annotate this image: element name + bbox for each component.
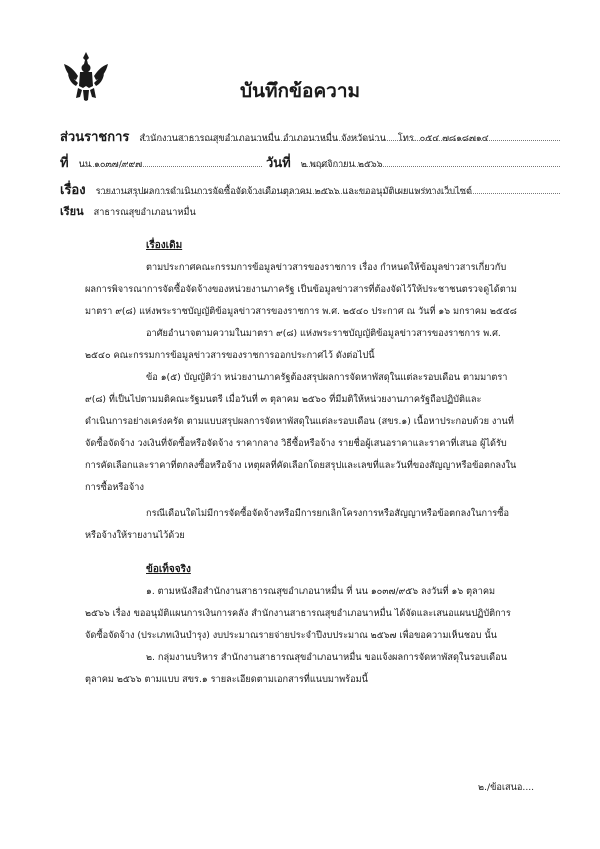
agency-dotline bbox=[144, 140, 560, 141]
date-label: วันที่ bbox=[266, 156, 291, 171]
phone-value: โทร. ๐๕๔ ๗๘๑๘๗๑๔ bbox=[397, 133, 489, 144]
to-value: สาธารณสุขอำเภอนาหมื่น bbox=[93, 207, 196, 218]
ref-value: นน ๑๐๓๗/๙๙๗ bbox=[78, 159, 143, 170]
date-value: ๒ พฤศจิกายน ๒๕๖๖ bbox=[300, 159, 383, 170]
memo-title: บันทึกข้อความ bbox=[239, 80, 361, 102]
agency-label: ส่วนราชการ bbox=[60, 130, 130, 145]
background-line: กรณีเดือนใดไม่มีการจัดซื้อจัดจ้างหรือมีการยกเลิกโครงการหรือสัญญาหรือข้อตกลงในการซื้อ bbox=[146, 508, 509, 519]
background-line: ดำเนินการอย่างเคร่งครัด ตามแบบสรุปผลการจัดหาพัสดุในแต่ละรอบเดือน (สขร.๑) เนื้อหาประกอบด้วย งานที่ bbox=[85, 416, 514, 427]
background-line: ข้อ ๑(๕) บัญญัติว่า หน่วยงานภาครัฐต้องสรุปผลการจัดหาพัสดุในแต่ละรอบเดือน ตามมาตรา bbox=[146, 372, 508, 383]
ref-row bbox=[60, 152, 560, 173]
facts-line: ๒. กลุ่มงานบริหาร สำนักงานสาธารณสุขอำเภอนาหมื่น ขอแจ้งผลการจัดหาพัสดุในรอบเดือน bbox=[146, 652, 507, 663]
background-line: การซื้อหรือจ้าง bbox=[85, 482, 144, 493]
subject-value: รายงานสรุปผลการดำเนินการจัดซื้อจัดจ้างเดือนตุลาคม ๒๕๖๖ และขออนุมัติเผยแพร่ทางเว็บไซต์ bbox=[95, 186, 472, 197]
continuation-note: ๒./ข้อเสนอ.... bbox=[478, 782, 535, 793]
facts-line: ๒๕๖๖ เรื่อง ขออนุมัติแผนการเงินการคลัง สำนักงานสาธารณสุขอำเภอนาหมื่น ได้จัดและเสนอแผนปฏิบัติการ bbox=[85, 608, 511, 619]
subject-row bbox=[60, 179, 560, 200]
agency-value: สำนักงานสาธารณสุขอำเภอนาหมื่น อำเภอนาหมื่น จังหวัดน่าน bbox=[139, 133, 386, 144]
background-line: ผลการพิจารณาการจัดซื้อจัดจ้างของหน่วยงานภาครัฐ เป็นข้อมูลข่าวสารที่ต้องจัดไว้ให้ประชาชนตรวจดูได้ตาม bbox=[85, 284, 517, 295]
background-line: หรือจ้างให้รายงานไว้ด้วย bbox=[85, 530, 185, 541]
background-line: จัดซื้อจัดจ้าง วงเงินที่จัดซื้อหรือจัดจ้าง ราคากลาง วิธีซื้อหรือจ้าง รายชื่อผู้เสนอราคาและราคาที่เสนอ ผู้ได้รับ bbox=[85, 438, 507, 449]
date-group bbox=[266, 152, 383, 173]
facts-line: ๑. ตามหนังสือสำนักงานสาธารณสุขอำเภอนาหมื่น ที่ นน ๑๐๓๗/๙๕๖ ลงวันที่ ๑๖ ตุลาคม bbox=[146, 586, 496, 597]
background-line: อาศัยอำนาจตามความในมาตรา ๙(๘) แห่งพระราชบัญญัติข้อมูลข่าวสารของราชการ พ.ศ. bbox=[146, 328, 501, 339]
background-line: ๒๕๔๐ คณะกรรมการข้อมูลข่าวสารของราชการออกประกาศไว้ ดังต่อไปนี้ bbox=[85, 350, 375, 361]
subject-dotline bbox=[98, 193, 560, 194]
background-line: ตามประกาศคณะกรรมการข้อมูลข่าวสารของราชการ เรื่อง กำหนดให้ข้อมูลข่าวสารเกี่ยวกับ bbox=[146, 262, 507, 273]
agency-row bbox=[60, 126, 560, 147]
background-line: การคัดเลือกและราคาที่ตกลงซื้อหรือจ้าง เหตุผลที่คัดเลือกโดยสรุปและเลขที่และวันที่ของสัญญาหรือข้อตกลงใน bbox=[85, 460, 517, 471]
subject-label: เรื่อง bbox=[60, 183, 86, 198]
facts-line: ตุลาคม ๒๕๖๖ ตามแบบ สขร.๑ รายละเอียดตามเอกสารที่แนบมาพร้อมนี้ bbox=[85, 674, 368, 685]
ref-dotline bbox=[82, 166, 262, 167]
to-label: เรียน bbox=[60, 205, 84, 218]
background-heading: เรื่องเดิม bbox=[146, 240, 183, 251]
background-line: มาตรา ๙(๘) แห่งพระราชบัญญัติข้อมูลข่าวสารของราชการ พ.ศ. ๒๕๔๐ ประกาศ ณ วันที่ ๑๖ มกราคม ๒๕๕๘ bbox=[85, 306, 517, 317]
facts-heading: ข้อเท็จจริง bbox=[146, 564, 191, 575]
background-line: ๙(๘) ที่เป็นไปตามมติคณะรัฐมนตรี เมื่อวันที่ ๓ ตุลาคม ๒๕๖๐ ที่มีมติให้หน่วยงานภาครัฐถือปฏิบัติและ bbox=[85, 394, 482, 405]
date-dotline bbox=[306, 166, 560, 167]
facts-line: จัดซื้อจัดจ้าง (ประเภทเงินบำรุง) งบประมาณรายจ่ายประจำปีงบประมาณ ๒๕๖๗ เพื่อขอความเห็นชอบ นั้น bbox=[85, 630, 497, 641]
to-row bbox=[60, 202, 560, 220]
ref-label: ที่ bbox=[60, 156, 69, 171]
